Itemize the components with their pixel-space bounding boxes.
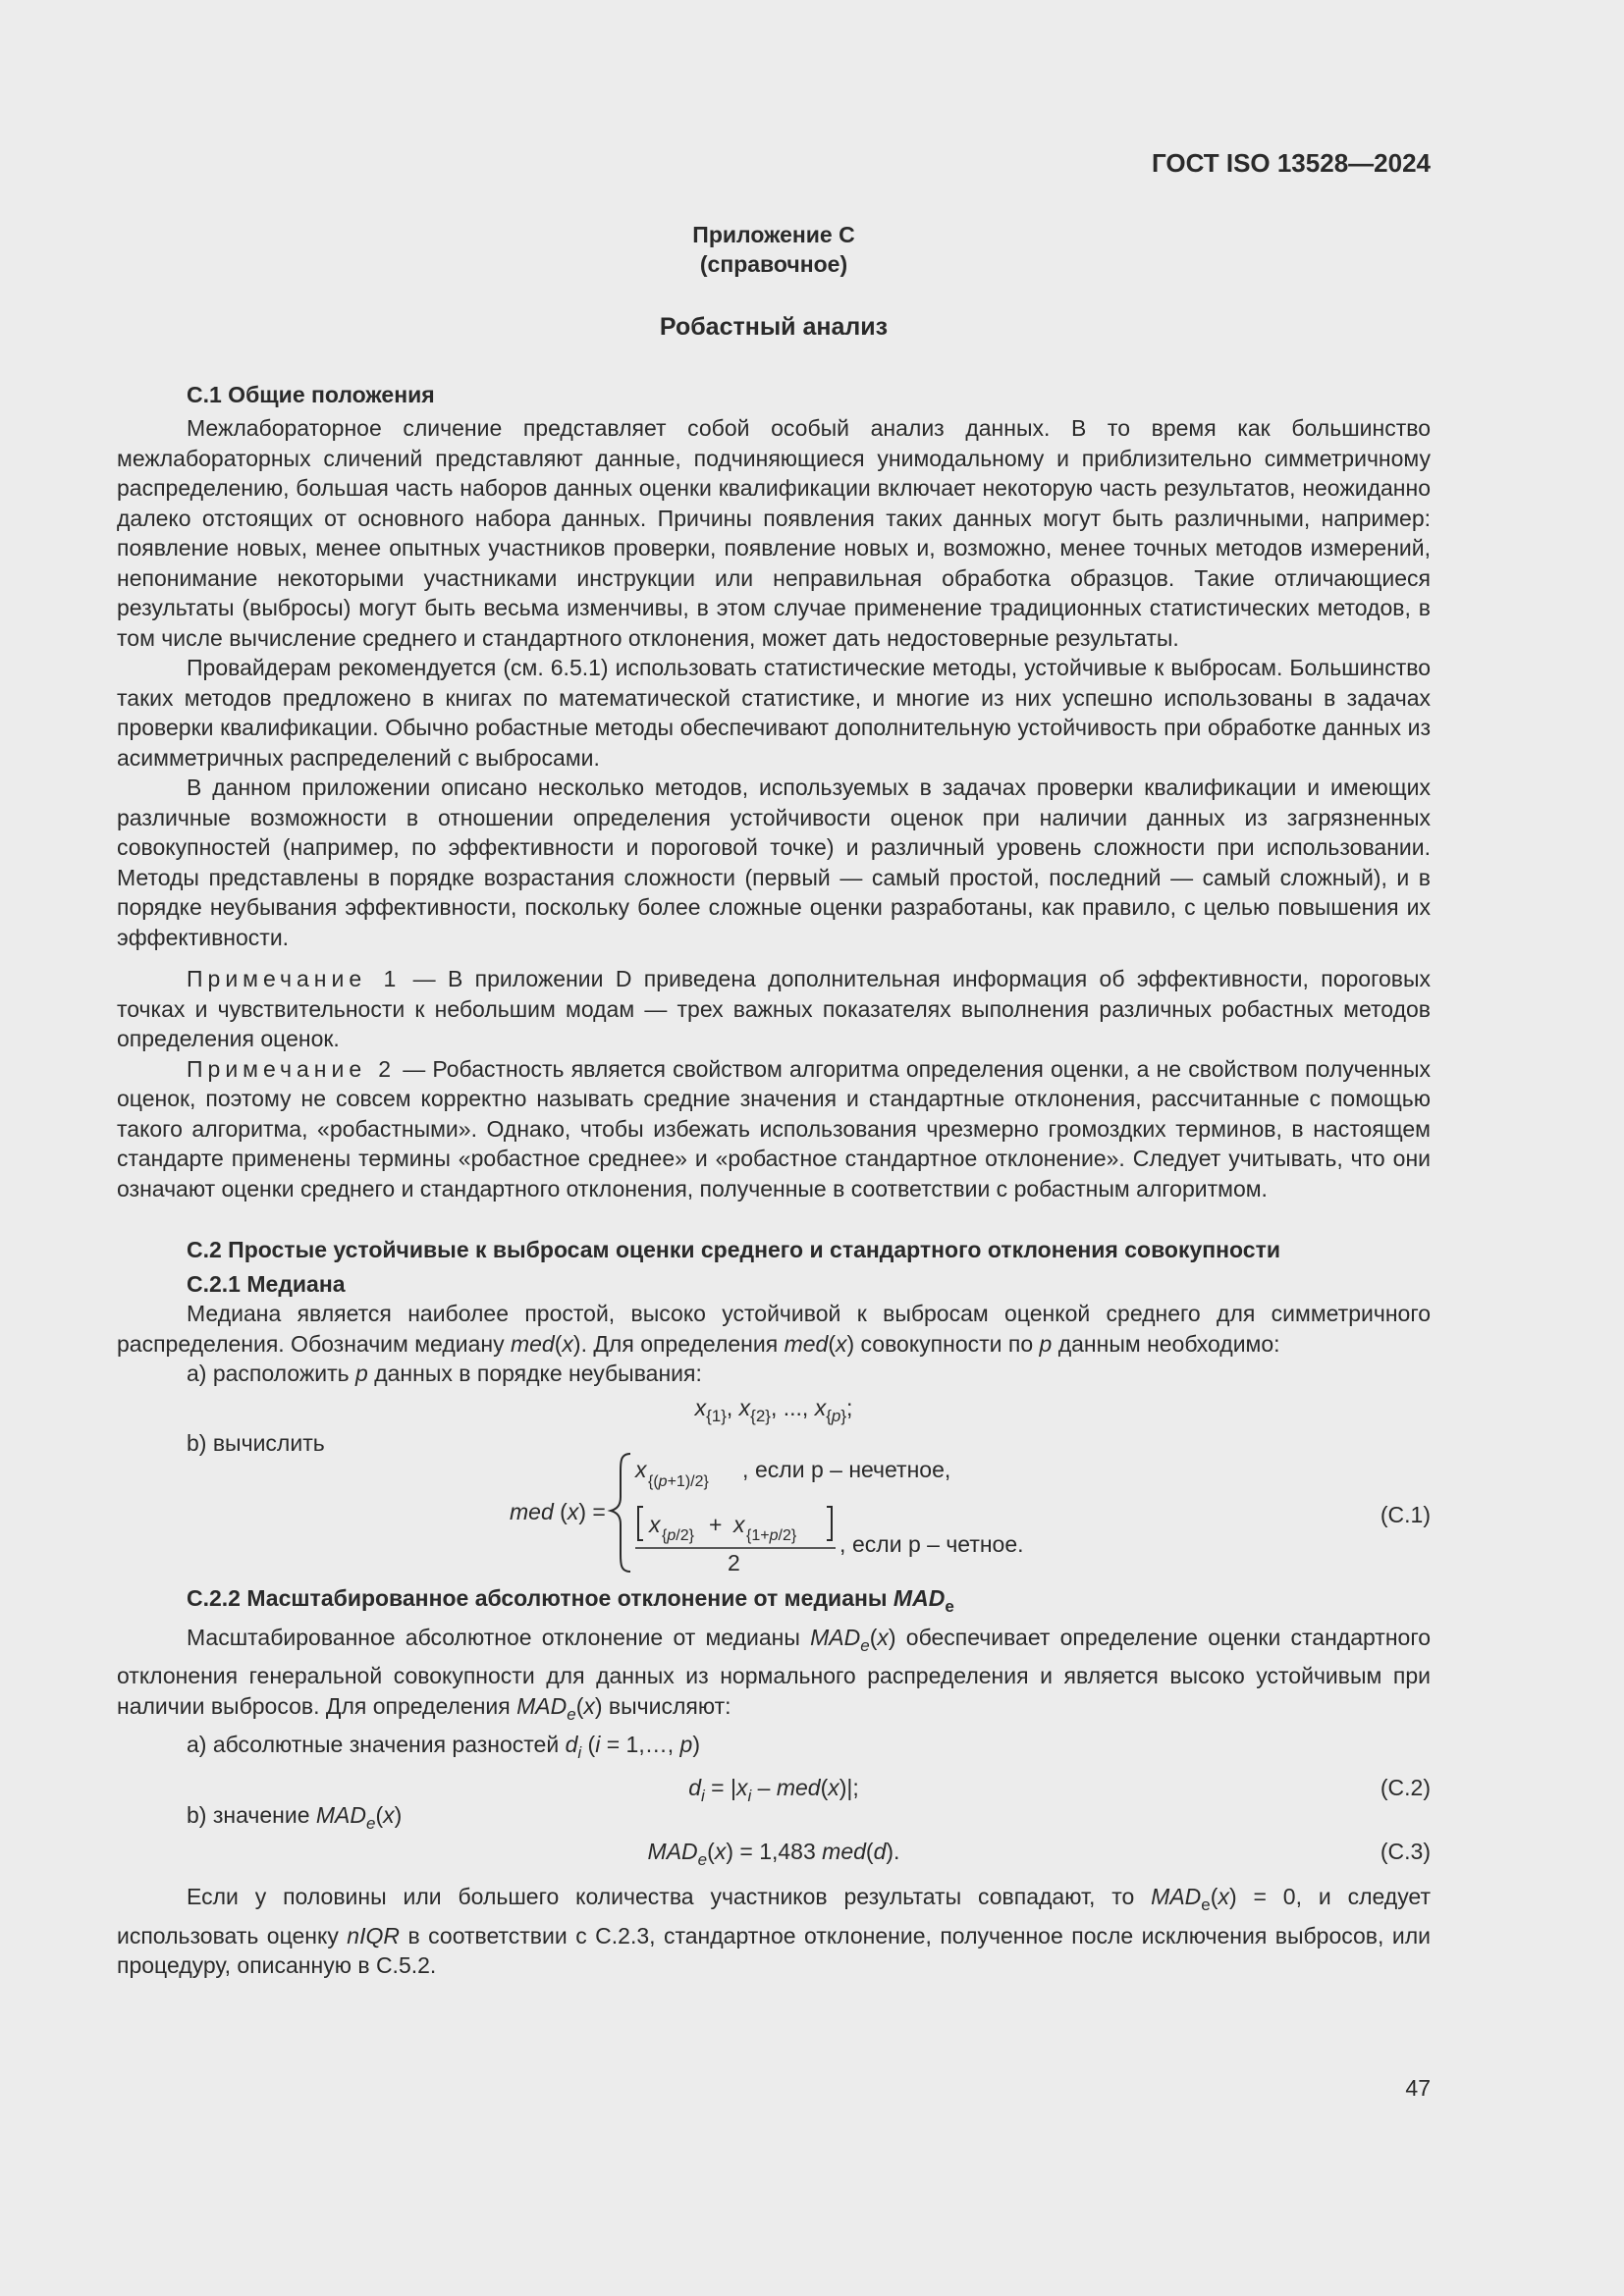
c1-paragraph-3: В данном приложении описано несколько методов, используемых в задачах проверки квалификации и имеющих различные возможности в отношении определения устойчивости оценок при наличии данных из загрязненных совокупностей (например, по эффективности и пороговой точке) и различный уровень сложности при использовании. Методы представлены в порядке возрастания сложности (первый — самый простой, последний — самый сложный), и в порядке неубывания эффективности, поскольку более сложные оценки разработаны, как правило, с целью повышения их эффективности. — [117, 774, 1431, 950]
c22-paragraph-2: Если у половины или большего количества участников результаты совпадают, то $MAD_e(x) = 0$, и следует использовать оценку nIQR в соответствии с С.2.3, стандартное отклонение, полученное после исключения выбросов, или процедуру, описанную в С.5.2. — [117, 1884, 1431, 1978]
annex-label: Приложение С — [692, 222, 855, 247]
svg-text:x: x — [733, 1512, 745, 1537]
annex-kind: (справочное) — [699, 251, 848, 277]
c21-item-a: a) расположить p данных в порядке неубывания: — [187, 1361, 702, 1386]
svg-text:x: x — [635, 1457, 647, 1482]
c21-item-b: b) вычислить — [187, 1429, 325, 1456]
eq-c2-number: (С.2) — [1380, 1774, 1431, 1800]
section-c22-heading: С.2.2 Масштабированное абсолютное отклонение от медианы $MAD_e$ — [187, 1585, 954, 1616]
page-number: 47 — [1405, 2075, 1431, 2101]
eq-c1-number: (С.1) — [1380, 1502, 1431, 1527]
svg-text:{(p+1)/2}: {(p+1)/2} — [648, 1473, 709, 1490]
c22-item-a: a) абсолютные значения разностей $d_i$ (i = 1,…, p) — [187, 1732, 700, 1762]
c21-paragraph: Медиана является наиболее простой, высоко устойчивой к выбросам оценкой среднего для симметричного распределения. Обозначим медиану med(x). Для определения med(x) совокупности по p данным необходимо: — [117, 1301, 1431, 1357]
eq-c3-number: (С.3) — [1380, 1839, 1431, 1864]
standard-number: ГОСТ ISO 13528—2024 — [1151, 148, 1431, 178]
svg-text:med (x) =: med (x) = — [510, 1499, 606, 1524]
svg-text:,: , — [839, 1531, 846, 1557]
section-c2-heading: С.2 Простые устойчивые к выбросам оценки среднего и стандартного отклонения совокупности — [187, 1237, 1280, 1262]
c1-paragraph-2: Провайдерам рекомендуется (см. 6.5.1) использовать статистические методы, устойчивые к выбросам. Большинство таких методов предложено в книгах по математической статистике, и многие из них успешно использованы в задачах проверки квалификации. Обычно робастные методы обеспечивают дополнительную устойчивость при обработке данных из асимметричных распределений с выбросами. — [117, 655, 1431, 771]
c22-paragraph-1: Масштабированное абсолютное отклонение от медианы $MAD_e(x)$ обеспечивает определение оценки стандартного отклонения генеральной совокупности для данных из нормального распределения и является высоко устойчивым при наличии выбросов. Для определения $MAD_e(x)$ вычисляют: — [117, 1624, 1432, 1724]
equation-c2: $d_i = |x_i - med(x)|$; (С.2) — [688, 1774, 1431, 1805]
note-2-text: — Робастность является свойством алгоритма определения оценки, а не свойством полученных оценок, поэтому не совсем корректно называть средние значения и стандартные отклонения, рассчитанные с помощью такого алгоритма, «робастными». Однако, чтобы избежать использования чрезмерно громоздких терминов, в настоящем стандарте применены термины «робастное среднее» и «робастное стандартное отклонение». Следует учитывать, что они означают оценки среднего и стандартного отклонения, полученные в соответствии с робастным алгоритмом. — [117, 1055, 1431, 1201]
svg-text:2: 2 — [728, 1550, 740, 1575]
svg-text:{1+p/2}: {1+p/2} — [746, 1527, 797, 1544]
equation-c1-svg — [117, 1440, 1431, 1577]
c1-paragraph-1: Межлабораторное сличение представляет собой особый анализ данных. В то время как большинство межлабораторных сличений представляют данные, подчиняющиеся унимодальному и приблизительно симметричному распределению, большая часть наборов данных оценки квалификации включает некоторую часть результатов, неожиданно далеко отстоящих от основного набора данных. Причины появления таких данных могут быть различными, например: появление новых, менее опытных участников проверки, появление новых и, возможно, менее точных методов измерений, непонимание некоторыми участниками инструкции или неправильная обработка образцов. Такие отличающиеся результаты (выбросы) могут быть весьма изменчивы, в этом случае применение традиционных статистических методов, в том числе вычисление среднего и стандартного отклонения, может дать недостоверные результаты. — [117, 415, 1431, 651]
note-2-label: Примечание 2 — [187, 1055, 397, 1082]
note-2 — [117, 1054, 1431, 1204]
section-c1-heading: С.1 Общие положения — [187, 381, 435, 407]
equation-c1 — [117, 1440, 1431, 1577]
svg-text:x: x — [649, 1512, 661, 1537]
ordered-sequence-formula: $x_{\{1\}}$, $x_{\{2\}}$, ..., $x_{\{p\}}$; — [694, 1394, 853, 1425]
eq-c1-case-2: если p – четное. — [852, 1531, 1024, 1557]
note-1-text: — В приложении D приведена дополнительная информация об эффективности, пороговых точках и чувствительности к небольшим модам — трех важных показателях выполнения различных робастных методов определения оценок. — [117, 966, 1431, 1051]
c22-item-b: b) значение $MAD_e(x)$ — [187, 1801, 403, 1833]
svg-text:{p/2}: {p/2} — [662, 1527, 694, 1544]
eq-c1-case-1: если p – нечетное, — [755, 1457, 951, 1482]
svg-text:+: + — [709, 1512, 723, 1537]
page-content — [117, 147, 1431, 1981]
equation-c3: $MAD_e(x) = 1,483$ med(d). (С.3) — [647, 1839, 1431, 1869]
section-c21-heading: С.2.1 Медиана — [187, 1270, 346, 1297]
note-1 — [117, 964, 1431, 1054]
note-1-label: Примечание 1 — [187, 966, 402, 991]
annex-title: Робастный анализ — [659, 313, 889, 341]
svg-text:,: , — [742, 1457, 749, 1482]
